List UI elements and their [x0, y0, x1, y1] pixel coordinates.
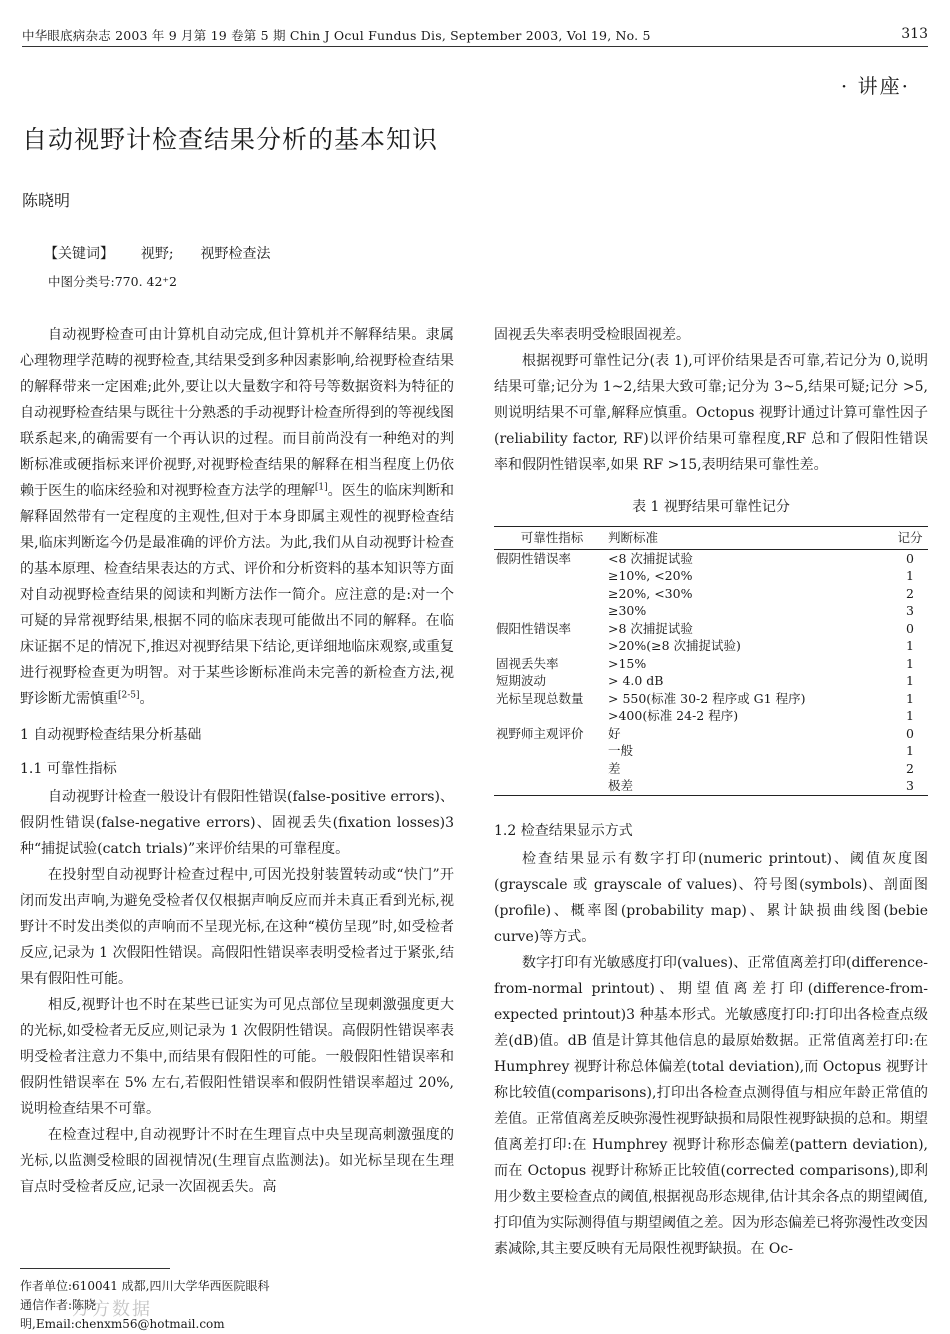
table-cell: 1	[906, 743, 914, 758]
table-cell: 1	[906, 673, 914, 688]
table-cell: 2	[906, 760, 914, 776]
table-cell: 光标呈现总数量	[496, 690, 584, 706]
table-cell: >20%(≥8 次捕捉试验)	[608, 638, 741, 653]
table-cell: >15%	[608, 655, 647, 671]
section-heading: 1 自动视野检查结果分析基础	[20, 727, 202, 743]
table-row	[494, 707, 928, 725]
table-cell	[494, 760, 608, 778]
reliability-table	[494, 526, 928, 796]
table-cell	[494, 602, 608, 620]
left-column	[20, 322, 454, 1200]
table-cell: 极差	[608, 777, 892, 795]
table-row	[494, 655, 928, 673]
table-cell	[494, 777, 608, 795]
table-cell: 视野师主观评价	[496, 725, 584, 741]
paragraph: 在投射型自动视野计检查过程中,可因光投射装置转动或“快门”开闭而发出声响,为避免受检者仅仅根据声响反应而并未真正看到光标,视野计不时发出类似的声响而不呈现光标,在这种“模仿呈现”时,如受检者反应,记录为 1 次假阳性错误。高假阳性错误率表明受检者过于紧张,结果有假阳性可能。	[20, 867, 454, 987]
author-name: 陈晓明	[22, 191, 71, 210]
table-header: 记分	[892, 527, 928, 550]
keyword-item: 视野检查法	[200, 246, 271, 262]
column-tag: · 讲座·	[840, 74, 910, 98]
table-cell: 1	[906, 568, 914, 583]
table-cell: 假阳性错误率	[496, 620, 572, 636]
table-cell: ≥30%	[608, 603, 647, 618]
table-cell: 固视丢失率	[496, 655, 559, 671]
table-row	[494, 672, 928, 690]
table-cell: 0	[906, 620, 914, 636]
right-column	[494, 322, 928, 1262]
table-cell	[494, 742, 608, 760]
table-row	[494, 585, 928, 603]
table-row	[494, 620, 928, 638]
subsection-heading: 1.2 检查结果显示方式	[494, 822, 633, 839]
table-cell: 短期波动	[496, 673, 547, 688]
table-header: 判断标准	[608, 527, 892, 550]
table-cell: > 550(标准 30-2 程序或 G1 程序)	[608, 690, 806, 706]
table-cell: 0	[906, 725, 914, 741]
table-row	[494, 690, 928, 708]
table-row	[494, 760, 928, 778]
table-cell: 3	[906, 603, 914, 618]
corresponding-author: 通信作者:陈晓明,Email:chenxm56@hotmail.com	[20, 1298, 225, 1331]
watermark: 万方数据	[72, 1299, 152, 1320]
paragraph: 自动视野检查可由计算机自动完成,但计算机并不解释结果。隶属心理物理学范畴的视野检查,其结果受到多种因素影响,给视野检查结果的解释带来一定困难;此外,要让以大量数字和符号等数据资料为特征的自动视野检查结果与既往十分熟悉的手动视野计检查所得到的等视线图联系起来,的确需要有一个再认识的过程。而目前尚没有一种绝对的判断标准或硬指标来评价视野,对视野检查结果的解释在相当程度上仍依赖于医生的临床经验和对视野检查方法学的理解[1]。医生的临床判断和解释固然带有一定程度的主观性,但对于本身即属主观性的视野检查结果,临床判断迄今仍是最准确的评价方法。为此,我们从自动视野计检查的基本原理、检查结果表达的方式、评价和分析资料的基本知识等方面对自动视野检查结果的阅读和判断方法作一简介。应注意的是:对一个可疑的异常视野结果,根据不同的临床表现可能做出不同的解释。在临床证据不足的情况下,推迟对视野结果下结论,更详细地临床观察,或重复进行视野检查更为明智。对于某些诊断标准尚未完善的新检查方法,视野诊断尤需慎重[2-5]。	[20, 327, 454, 707]
table-body	[494, 549, 928, 795]
table-caption: 表 1 视野结果可靠性记分	[632, 499, 790, 515]
table-cell: 2	[906, 585, 914, 601]
table-row	[494, 777, 928, 795]
paragraph: 数字打印有光敏感度打印(values)、正常值离差打印(difference-from-normal printout)、期望值离差打印(difference-from-expected printout)3 种基本形式。光敏感度打印:打印出各检查点级差(dB)值。dB 值是计算其他信息的最原始数据。正常值离差打印:在 Humphrey 视野计称总体偏差(total deviation),而 Octopus 视野计称比较值(comparisons),打印出各检查点测得值与相应年龄正常值的差值。正常值离差反映弥漫性视野缺损和局限性视野缺损的总和。期望值离差打印:在 Humphrey 视野计称形态偏差(pattern deviation),而在 Octopus 视野计称矫正比较值(corrected comparisons),即利用少数主要检查点的阈值,根据视岛形态规律,估计其余各点的期望阈值,打印值为实际测得值与期望阈值之差。因为形态偏差已将弥漫性改变因素减除,其主要反映有无局限性视野缺损。在 Oc-	[494, 954, 928, 1257]
table-cell: >400(标准 24-2 程序)	[608, 708, 739, 723]
paragraph: 自动视野计检查一般设计有假阳性错误(false-positive errors)、假阴性错误(false-negative errors)、固视丢失(fixation losses)3 种“捕捉试验(catch trials)”来评价结果的可靠程度。	[20, 789, 454, 857]
article-title: 自动视野计检查结果分析的基本知识	[22, 125, 439, 154]
table-row	[494, 567, 928, 585]
table-cell: 3	[892, 777, 928, 795]
paragraph: 在检查过程中,自动视野计不时在生理盲点中央呈现高刺激强度的光标,以监测受检眼的固视情况(生理盲点监测法)。如光标呈现在生理盲点时受检者反应,记录一次固视丢失。高	[20, 1127, 454, 1195]
page-number: 313	[901, 26, 928, 42]
table-cell: 1	[906, 638, 914, 653]
table-cell: 1	[906, 655, 914, 671]
table-cell	[494, 707, 608, 725]
table-cell: > 4.0 dB	[608, 673, 664, 688]
table-row	[494, 549, 928, 567]
table-cell: 假阴性错误率	[496, 550, 572, 566]
table-cell	[494, 567, 608, 585]
table-cell: 0	[906, 550, 914, 566]
table-cell: >8 次捕捉试验	[608, 620, 693, 636]
footnote-rule	[20, 1268, 170, 1269]
paragraph: 固视丢失率表明受检眼固视差。	[494, 327, 690, 343]
keyword-item: 视野;	[140, 246, 174, 262]
journal-citation: 中华眼底病杂志 2003 年 9 月第 19 卷第 5 期 Chin J Ocul Fundus Dis, September 2003, Vol 19, No. 5	[22, 28, 651, 43]
table-cell: 一般	[608, 743, 634, 758]
table-cell: 1	[906, 708, 914, 723]
table-cell	[494, 637, 608, 655]
table-cell	[494, 585, 608, 603]
paragraph: 相反,视野计也不时在某些已证实为可见点部位呈现刺激强度更大的光标,如受检者无反应,则记录为 1 次假阴性错误。高假阴性错误率表明受检者注意力不集中,而结果有假阳性的可能。一般假阳性错误率和假阴性错误率在 5% 左右,若假阳性错误率和假阴性错误率超过 20%,说明检查结果不可靠。	[20, 997, 454, 1117]
table-cell: 好	[608, 725, 621, 741]
table-row	[494, 602, 928, 620]
table-row	[494, 637, 928, 655]
classification-number: 中图分类号:770. 42⁺2	[48, 274, 177, 289]
paragraph: 根据视野可靠性记分(表 1),可评价结果是否可靠,若记分为 0,说明结果可靠;记分为 1~2,结果大致可靠;记分为 3~5,结果可疑;记分 >5,则说明结果不可靠,解释应慎重。Octopus 视野计通过计算可靠性因子(reliability factor, RF)以评价结果可靠程度,RF 总和了假阳性错误率和假阴性错误率,如果 RF >15,表明结果可靠性差。	[494, 353, 928, 473]
keywords-line	[44, 243, 271, 263]
table-header: 可靠性指标	[494, 527, 608, 550]
table-row	[494, 725, 928, 743]
table-cell: <8 次捕捉试验	[608, 550, 693, 566]
author-affiliation: 作者单位:610041 成都,四川大学华西医院眼科	[20, 1279, 270, 1293]
citation-ref: [2-5]	[118, 690, 140, 701]
table-cell: ≥20%, <30%	[608, 585, 693, 601]
table-cell: 差	[608, 760, 621, 776]
paragraph: 检查结果显示有数字打印(numeric printout)、阈值灰度图(grayscale 或 grayscale of values)、符号图(symbols)、剖面图(profile)、概率图(probability map)、累计缺损曲线图(bebie curve)等方式。	[494, 850, 928, 945]
running-header	[22, 26, 928, 47]
citation-ref: [1]	[314, 482, 328, 493]
table-cell: ≥10%, <20%	[608, 568, 693, 583]
table-cell: 1	[906, 690, 914, 706]
keywords-label: 【关键词】	[44, 246, 114, 262]
table-row	[494, 742, 928, 760]
subsection-heading: 1.1 可靠性指标	[20, 761, 117, 777]
